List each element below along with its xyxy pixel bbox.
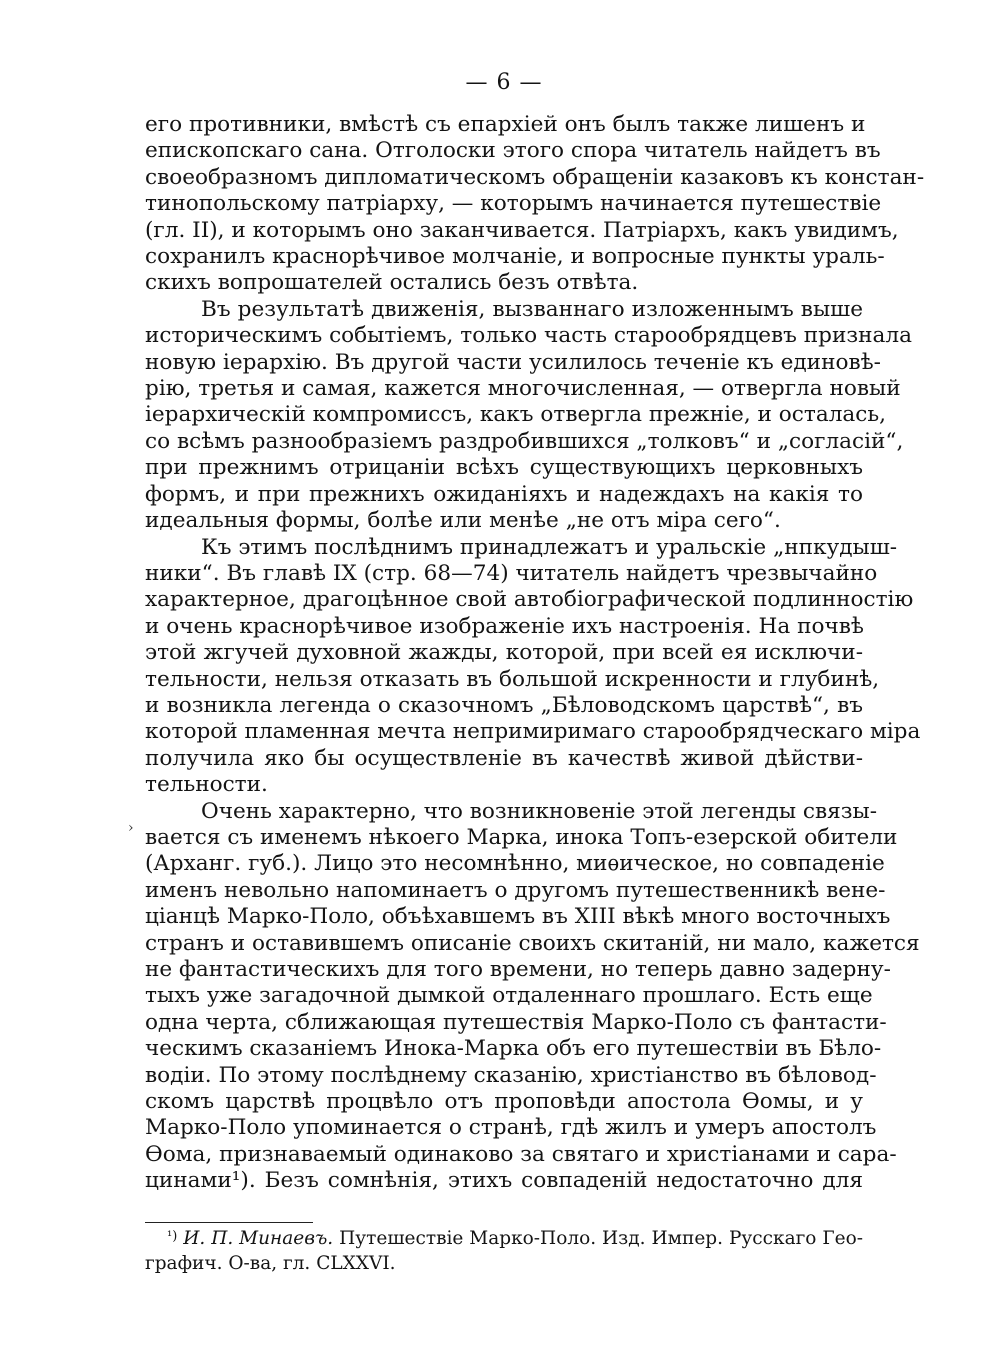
text-line: Марко-Поло упоминается о странѣ, гдѣ жилъ и умеръ апостолъ xyxy=(145,1115,877,1141)
text-line: ческимъ сказаніемъ Инока-Марка объ его путешествіи въ Бѣло- xyxy=(145,1036,882,1062)
footnote xyxy=(145,1226,863,1276)
text-line: тельности. xyxy=(145,772,268,798)
text-line: своеобразномъ дипломатическомъ обращеніи казаковъ къ констан- xyxy=(145,164,925,190)
text-line: ціанцѣ Марко-Поло, объѣхавшемъ въ XIII вѣкѣ много восточныхъ xyxy=(145,904,891,930)
text-line: тинопольскому патріарху, — которымъ начинается путешествіе xyxy=(145,191,882,217)
footnote-line-1 xyxy=(145,1226,863,1251)
text-line: епископскаго сана. Отголоски этого спора читатель найдетъ въ xyxy=(145,138,881,164)
book-page xyxy=(145,0,925,1366)
text-line: Очень характерно, что возникновеніе этой легенды связы- xyxy=(201,798,878,824)
text-line: новую іерархію. Въ другой части усилилось теченіе къ единовѣ- xyxy=(145,349,881,375)
text-line: одна черта, сближающая путешествія Марко-Поло съ фантасти- xyxy=(145,1009,887,1035)
paragraph-3 xyxy=(145,534,921,799)
text-line: (гл. II), и которымъ оно заканчивается. Патріархъ, какъ увидимъ, xyxy=(145,217,899,243)
text-line: со всѣмъ разнообразіемъ раздробившихся „толковъ“ и „согласій“, xyxy=(145,428,904,454)
text-line: историческимъ событіемъ, только часть старообрядцевъ признала xyxy=(145,323,912,349)
text-line: тыхъ уже загадочной дымкой отдаленнаго прошлаго. Есть еще xyxy=(145,983,873,1009)
page-number: — 6 — xyxy=(465,70,543,95)
text-line: іерархическій компромиссъ, какъ отвергла прежніе, и осталась, xyxy=(145,402,887,428)
text-line: тельности, нельзя отказать въ большой искренности и глубинѣ, xyxy=(145,666,880,692)
footnote-divider xyxy=(145,1222,313,1223)
text-line: и очень краснорѣчивое изображеніе ихъ настроенія. На почвѣ xyxy=(145,613,864,639)
text-line: при прежнимъ отрицаніи всѣхъ существующихъ церковныхъ xyxy=(145,455,863,481)
text-line: (Арханг. губ.). Лицо это несомнѣнно, миѳическое, но совпаденіе xyxy=(145,851,885,877)
text-line: рію, третья и самая, кажется многочисленная, — отвергла новый xyxy=(145,376,901,402)
text-line: водіи. По этому послѣднему сказанію, христіанство въ бѣловод- xyxy=(145,1062,877,1088)
text-line: Ѳома, признаваемый одинаково за святаго и христіанами и сара- xyxy=(145,1141,897,1167)
paragraph-4 xyxy=(145,798,920,1195)
text-line: цинами¹). Безъ сомнѣнія, этихъ совпаденій недостаточно для xyxy=(145,1168,863,1194)
text-line: его противники, вмѣстѣ съ епархіей онъ былъ также лишенъ и xyxy=(145,112,866,137)
body-text xyxy=(145,112,925,1195)
text-line: Къ этимъ послѣднимъ принадлежатъ и уральскіе „нпкудыш- xyxy=(201,534,898,560)
text-line: именъ невольно напоминаетъ о другомъ путешественникѣ вене- xyxy=(145,877,886,903)
text-line: скомъ царствѣ процвѣло отъ проповѣди апостола Ѳомы, и у xyxy=(145,1089,863,1115)
text-line: странъ и оставившемъ описаніе своихъ скитаній, ни мало, кажется xyxy=(145,930,920,956)
footnote-mark: ¹) xyxy=(167,1229,178,1244)
paragraph-2 xyxy=(145,296,912,535)
margin-mark-icon: › xyxy=(128,820,134,836)
paragraph-1 xyxy=(145,112,925,297)
text-line: Въ результатѣ движенія, вызваннаго изложеннымъ выше xyxy=(201,296,863,322)
text-line: не фантастическихъ для того времени, но теперь давно задерну- xyxy=(145,957,891,982)
text-line: идеальныя формы, болѣе или менѣе „не отъ міра сего“. xyxy=(145,508,781,534)
text-line: этой жгучей духовной жажды, которой, при всей ея исключи- xyxy=(145,640,863,666)
text-line: получила яко бы осуществленіе въ качествѣ живой дѣйстви- xyxy=(145,745,863,771)
text-line: и возникла легенда о сказочномъ „Бѣловодскомъ царствѣ“, въ xyxy=(145,692,863,718)
text-line: формъ, и при прежнихъ ожиданіяхъ и надеждахъ на какія то xyxy=(145,481,863,507)
footnote-text: Путешествіе Марко-Поло. Изд. Импер. Русскаго Гео- xyxy=(339,1228,863,1249)
text-line: сохранилъ краснорѣчивое молчаніе, и вопросные пункты ураль- xyxy=(145,244,885,270)
text-line: которой пламенная мечта непримиримаго старообрядческаго міра xyxy=(145,719,921,745)
text-line: скихъ вопрошателей остались безъ отвѣта. xyxy=(145,270,639,296)
footnote-author: И. П. Минаевъ. xyxy=(183,1228,334,1249)
footnote-line-2: графич. О-ва, гл. CLXXVI. xyxy=(145,1253,396,1274)
text-line: характерное, драгоцѣнное свой автобіографической подлинностію xyxy=(145,587,914,613)
text-line: ники“. Въ главѣ IX (стр. 68—74) читатель найдетъ чрезвычайно xyxy=(145,560,878,586)
text-line: вается съ именемъ нѣкоего Марка, инока Топъ-езерской обители xyxy=(145,824,898,850)
